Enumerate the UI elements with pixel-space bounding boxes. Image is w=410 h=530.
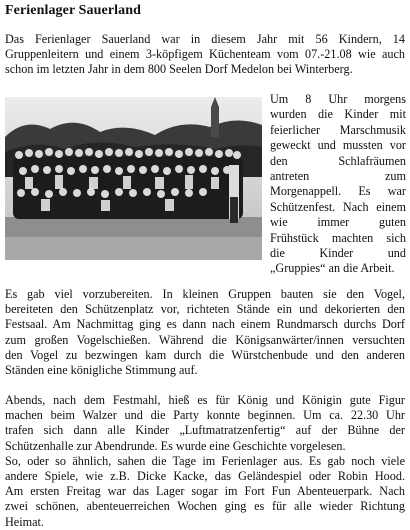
text-line: Am ersten Freitag war das Lager sogar im Fort Fun Abenteuerpark. Nach [5, 484, 405, 499]
text-line: Ständen eine königliche Stimmung auf. [5, 362, 198, 377]
text-line: Morgenappell. Es war [270, 184, 406, 199]
text-line: andere Spiele, wie z.B. Dicke Kacke, das Geländespiel oder Robin Hood. [5, 468, 405, 483]
text-line: feierlicher Marschmusik [270, 122, 406, 137]
text-line: trafen sich dann alle Kinder „Luftmatratzenfertig“ auf der Bühne der [5, 423, 405, 438]
text-line: So, oder so ähnlich, sahen die Tage im Ferienlager aus. Es gab noch viele [5, 453, 405, 468]
text-line: Es gab viel vorzubereiten. In kleinen Gruppen bauten sie den Vogel, [5, 287, 405, 301]
middle-paragraph [5, 287, 405, 378]
text-line: zwei schönen, abenteuerreichen Wochen ging es für alle wieder Richtung [5, 499, 405, 514]
text-line: den Vogel zu bezwingen kam durch die Würstchenbude und den anderen [5, 347, 405, 362]
text-line: zum großen Vogelschießen. Während die Königsanwärter/innen versuchten [5, 332, 405, 347]
text-line: Um 8 Uhr morgens [270, 92, 406, 106]
text-line: Gruppenleitern und einem 3-köpfigem Küchenteam vom 07.-21.08 wie auch [5, 47, 405, 62]
text-line: wurden die Kinder mit [270, 107, 406, 122]
group-photo-image [5, 97, 262, 260]
article-title: Ferienlager Sauerland [5, 3, 141, 18]
text-line: den Schlafräumen [270, 153, 406, 168]
text-line: wie immer guten [270, 215, 406, 230]
text-line: Heimat. [5, 514, 44, 529]
text-line: Frühstück machten sich [270, 230, 406, 245]
text-line: machen beim Walzer und die Party konnte beginnen. Um ca. 22.30 Uhr [5, 408, 405, 423]
text-line: Schützenfest. Nach einem [270, 199, 406, 214]
text-line: „Gruppies“ an die Arbeit. [270, 261, 395, 276]
text-line: bereiteten den Schützenplatz vor, richteten Stände ein und dekorierten den [5, 302, 405, 317]
text-line: Das Ferienlager Sauerland war in diesem Jahr mit 56 Kindern, 14 [5, 32, 405, 46]
text-line: antreten zum [270, 168, 406, 183]
bottom-paragraph [5, 393, 405, 530]
intro-paragraph [5, 32, 405, 78]
group-photo [5, 97, 262, 260]
text-line: schon im letzten Jahr in dem 800 Seelen Dorf Medelon bei Winterberg. [5, 62, 353, 77]
right-column-paragraph [270, 92, 406, 277]
text-line: Abends, nach dem Festmahl, hieß es für König und Königin gute Figur [5, 393, 405, 407]
text-line: Schützenhalle zur Abendrunde. Es wurde eine Geschichte vorgelesen. [5, 438, 346, 453]
text-line: Festsaal. Am Nachmittag ging es dann nach einem Rundmarsch durchs Dorf [5, 317, 405, 332]
text-line: geweckt und mussten vor [270, 138, 406, 153]
text-line: die Kinder und [270, 245, 406, 260]
